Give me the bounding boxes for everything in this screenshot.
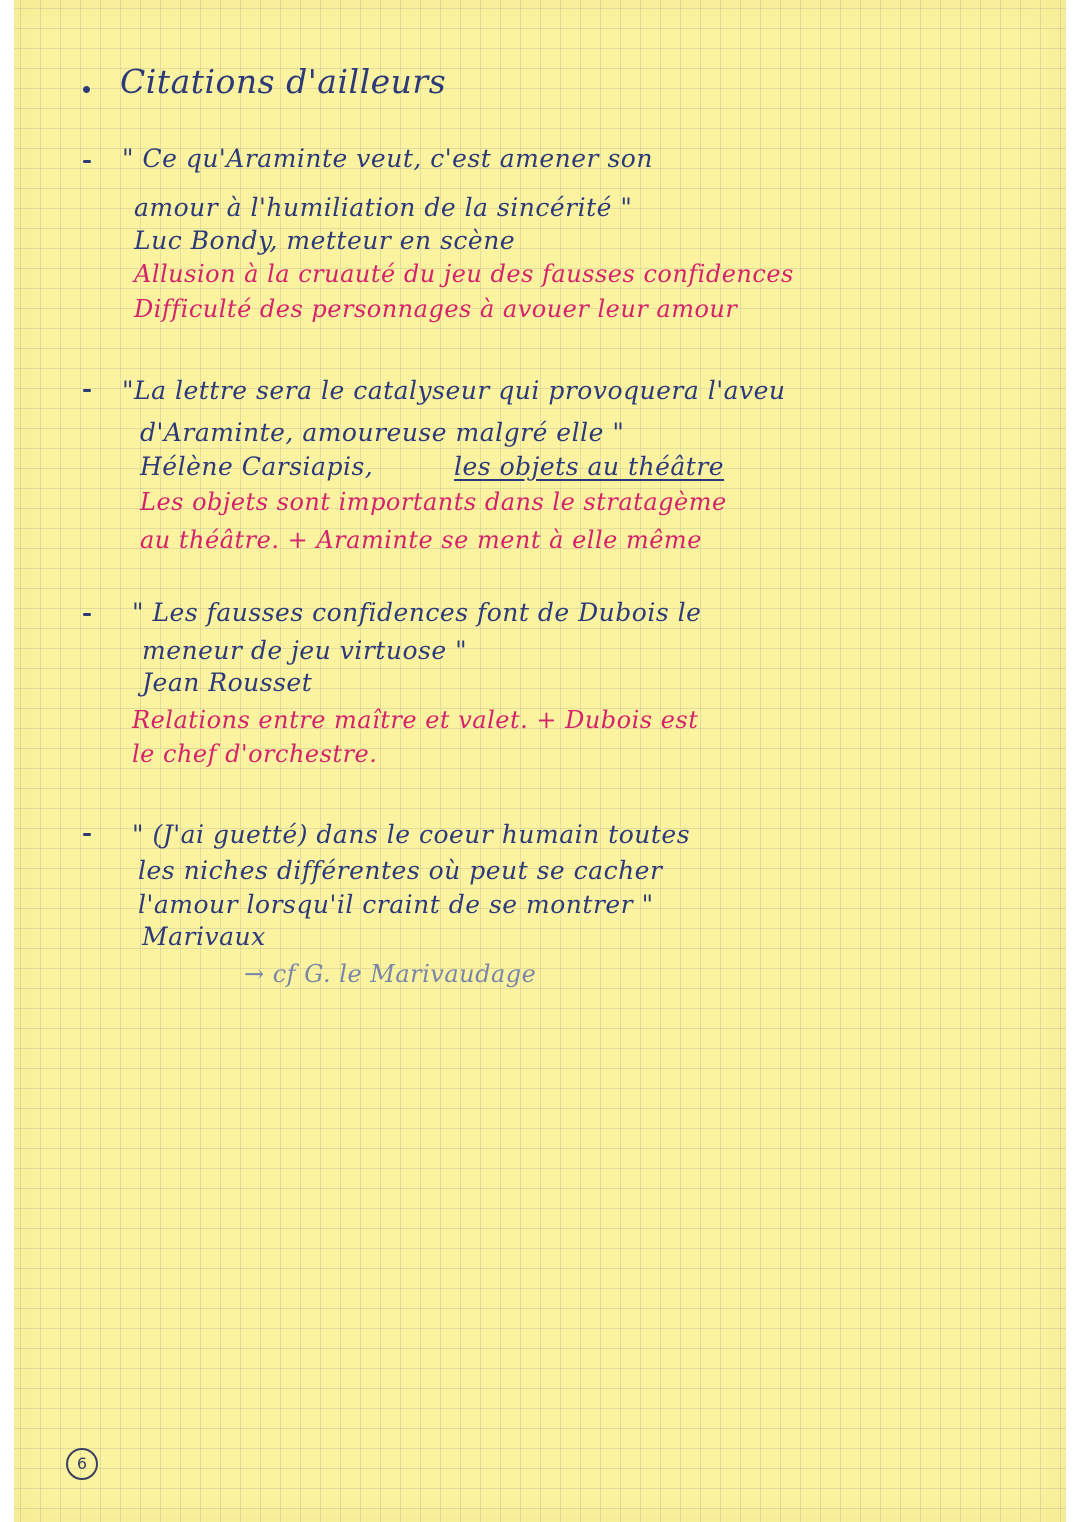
quote-1-line-1: " Ce qu'Araminte veut, c'est amener son bbox=[122, 144, 653, 173]
quote-3-line-2: meneur de jeu virtuose " bbox=[142, 636, 468, 665]
quote-2-note-2: au théâtre. + Araminte se ment à elle même bbox=[140, 526, 702, 554]
quote-2-line-1: "La lettre sera le catalyseur qui provoquera l'aveu bbox=[122, 376, 786, 405]
quote-3-line-1: " Les fausses confidences font de Dubois le bbox=[132, 598, 702, 627]
quote-1-note-2: Difficulté des personnages à avouer leur amour bbox=[134, 295, 738, 323]
quote-4-reference: → cf G. le Marivaudage bbox=[244, 960, 537, 988]
quote-2-bullet bbox=[83, 389, 91, 392]
quote-4-author: Marivaux bbox=[142, 922, 266, 951]
quote-1-bullet bbox=[83, 160, 91, 163]
notebook-page bbox=[14, 0, 1066, 1522]
quote-1-line-2: amour à l'humiliation de la sincérité " bbox=[134, 193, 633, 222]
quote-2-author-work: les objets au théâtre bbox=[454, 452, 725, 481]
quote-2-line-2: d'Araminte, amoureuse malgré elle " bbox=[140, 418, 625, 447]
quote-3-bullet bbox=[83, 613, 91, 616]
quote-1-note-1: Allusion à la cruauté du jeu des fausses confidences bbox=[134, 260, 794, 288]
quote-3-note-1: Relations entre maître et valet. + Dubois est bbox=[132, 706, 699, 734]
quote-4-line-2: les niches différentes où peut se cacher bbox=[138, 856, 663, 885]
quote-2-note-1: Les objets sont importants dans le stratagème bbox=[140, 488, 727, 516]
heading-bullet bbox=[83, 86, 90, 93]
quote-4-line-1: " (J'ai guetté) dans le coeur humain toutes bbox=[132, 820, 691, 849]
quote-4-line-3: l'amour lorsqu'il craint de se montrer " bbox=[138, 890, 654, 919]
page-heading: Citations d'ailleurs bbox=[120, 62, 447, 101]
quote-3-note-2: le chef d'orchestre. bbox=[132, 740, 378, 768]
quote-1-author: Luc Bondy, metteur en scène bbox=[134, 226, 516, 255]
quote-2-author-name: Hélène Carsiapis, bbox=[140, 452, 374, 481]
page-number-badge: 6 bbox=[66, 1448, 98, 1480]
quote-4-bullet bbox=[83, 833, 91, 836]
quote-3-author: Jean Rousset bbox=[142, 668, 313, 697]
